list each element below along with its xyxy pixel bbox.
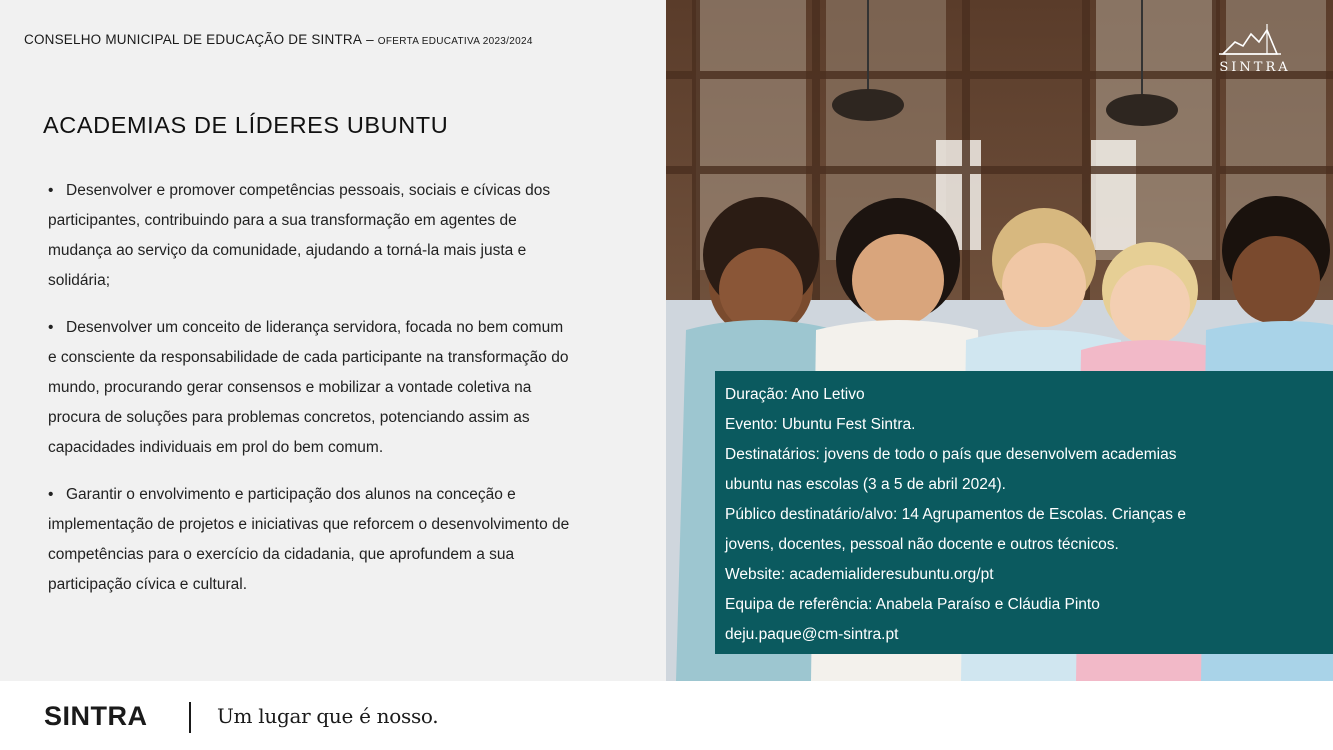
info-publico-line2: jovens, docentes, pessoal não docente e outros técnicos. (725, 536, 1119, 553)
header-title: CONSELHO MUNICIPAL DE EDUCAÇÃO DE SINTRA (24, 32, 363, 47)
footer-slogan: Um lugar que é nosso. (217, 704, 439, 728)
page-header (24, 31, 533, 49)
bullet-text: Desenvolver um conceito de liderança servidora, focada no bem comum e consciente da responsabilidade de cada participante na transformação do mundo, procurando gerar consensos e mobilizar a vontade coletiva na procura de soluções para problemas concretos, potenciando assim as capacidades individuais em prol do bem comum. (48, 319, 569, 456)
info-destinatarios-line1: Destinatários: jovens de todo o país que desenvolvem academias (725, 446, 1177, 463)
footer (0, 681, 1333, 750)
info-website: Website: academialideresubuntu.org/pt (725, 566, 994, 583)
info-publico-line1: Público destinatário/alvo: 14 Agrupamentos de Escolas. Crianças e (725, 506, 1186, 523)
footer-brand: SINTRA (44, 701, 148, 731)
info-email: deju.paque@cm-sintra.pt (725, 626, 899, 643)
bullet-marker: • (48, 486, 54, 503)
logo-text: SINTRA (1219, 60, 1291, 75)
header-separator: – (366, 32, 374, 47)
bullet-item (48, 313, 573, 463)
bullet-item (48, 480, 573, 600)
header-subtitle: OFERTA EDUCATIVA 2023/2024 (377, 36, 533, 47)
bullet-item (48, 176, 573, 296)
footer-divider (189, 702, 191, 733)
bullet-marker: • (48, 182, 54, 199)
info-evento: Evento: Ubuntu Fest Sintra. (725, 416, 916, 433)
castle-icon (1215, 20, 1285, 58)
left-panel (0, 0, 666, 681)
bullet-text: Garantir o envolvimento e participação dos alunos na conceção e implementação de projetos e iniciativas que reforcem o desenvolvimento de competências para o exercício da cidadania, que aprofundem a sua participação cívica e cultural. (48, 486, 570, 593)
bullet-list (48, 176, 573, 617)
info-destinatarios-line2: ubuntu nas escolas (3 a 5 de abril 2024). (725, 476, 1006, 493)
info-box (715, 371, 1333, 654)
bullet-text: Desenvolver e promover competências pessoais, sociais e cívicas dos participantes, contribuindo para a sua transformação em agentes de mudança ao serviço da comunidade, ajudando a torná-la mais justa e solidária; (48, 182, 551, 289)
info-duracao: Duração: Ano Letivo (725, 386, 865, 403)
bullet-marker: • (48, 319, 54, 336)
info-equipa: Equipa de referência: Anabela Paraíso e Cláudia Pinto (725, 596, 1100, 613)
page-title: ACADEMIAS DE LÍDERES UBUNTU (43, 112, 449, 138)
sintra-logo (1215, 20, 1295, 80)
